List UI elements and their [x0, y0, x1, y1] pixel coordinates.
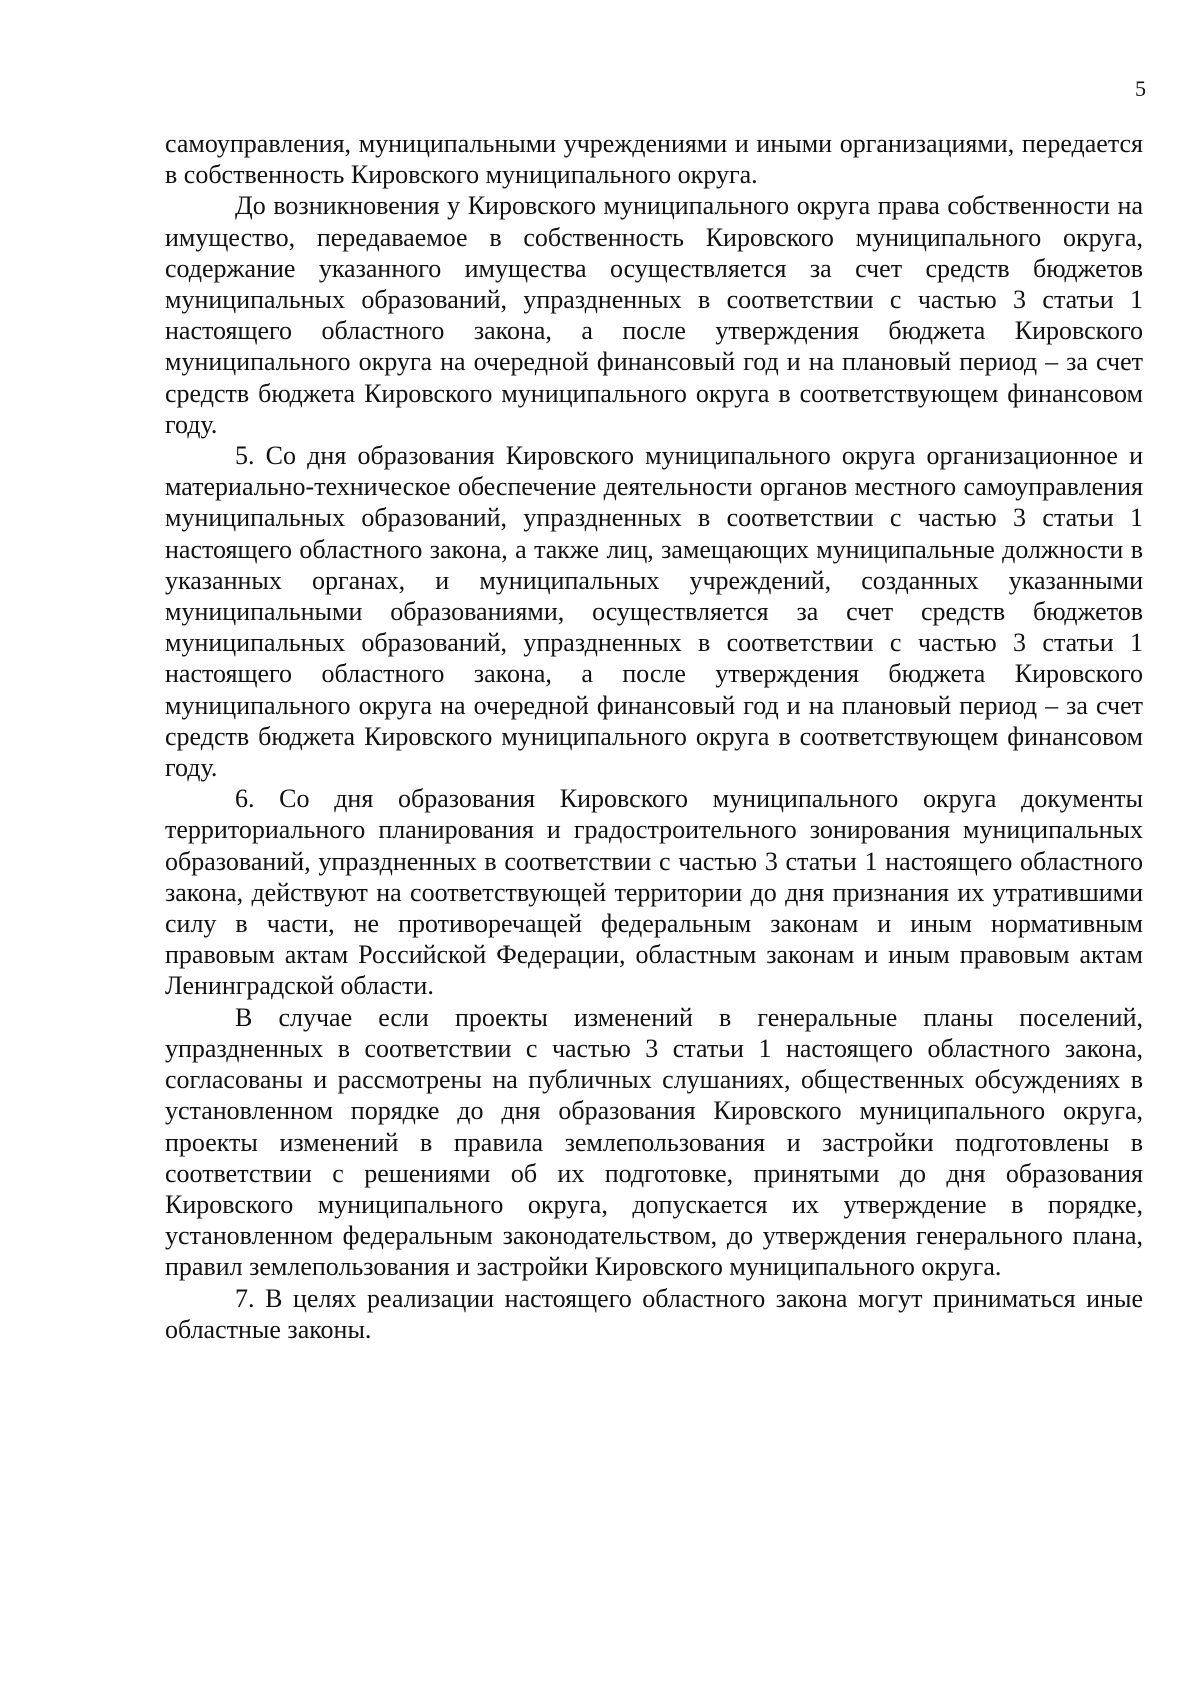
paragraph-clause-6-continuation: В случае если проекты изменений в генеральные планы поселений, упраздненных в соответствии с частью 3 статьи 1 настоящего областного закона, согласованы и рассмотрены на публичных слушаниях, общественных обсуждениях в установленном порядке до дня образования Кировского муниципального округа, проекты изменений в правила землепользования и застройки подготовлены в соответствии с решениями об их подготовке, принятыми до дня образования Кировского муниципального округа, допускается их утверждение в порядке, установленном федеральным законодательством, до утверждения генерального плана, правил землепользования и застройки Кировского муниципального округа. — [165, 1002, 1143, 1282]
document-body — [165, 128, 1143, 1345]
paragraph-continuation: самоуправления, муниципальными учреждениями и иными организациями, передается в собственность Кировского муниципального округа. — [165, 129, 1143, 190]
paragraph-clause-5: 5. Со дня образования Кировского муниципального округа организационное и материально-техническое обеспечение деятельности органов местного самоуправления муниципальных образований, упраздненных в соответствии с частью 3 статьи 1 настоящего областного закона, а также лиц, замещающих муниципальные должности в указанных органах, и муниципальных учреждений, созданных указанными муниципальными образованиями, осуществляется за счет средств бюджетов муниципальных образований, упраздненных в соответствии с частью 3 статьи 1 настоящего областного закона, а после утверждения бюджета Кировского муниципального округа на очередной финансовый год и на плановый период – за счет средств бюджета Кировского муниципального округа в соответствующем финансовом году. — [165, 441, 1143, 783]
paragraph-clause-7: 7. В целях реализации настоящего областного закона могут приниматься иные областные законы. — [165, 1283, 1143, 1344]
paragraph-clause-6: 6. Со дня образования Кировского муниципального округа документы территориального планирования и градостроительного зонирования муниципальных образований, упраздненных в соответствии с частью 3 статьи 1 настоящего областного закона, действуют на соответствующей территории до дня признания их утратившими силу в части, не противоречащей федеральным законам и иным нормативным правовым актам Российской Федерации, областным законам и иным правовым актам Ленинградской области. — [165, 784, 1143, 1001]
page-number: 5 — [1135, 76, 1146, 101]
paragraph-property-maintenance: До возникновения у Кировского муниципального округа права собственности на имущество, передаваемое в собственность Кировского муниципального округа, содержание указанного имущества осуществляется за счет средств бюджетов муниципальных образований, упраздненных в соответствии с частью 3 статьи 1 настоящего областного закона, а после утверждения бюджета Кировского муниципального округа на очередной финансовый год и на плановый период – за счет средств бюджета Кировского муниципального округа в соответствующем финансовом году. — [165, 191, 1143, 439]
